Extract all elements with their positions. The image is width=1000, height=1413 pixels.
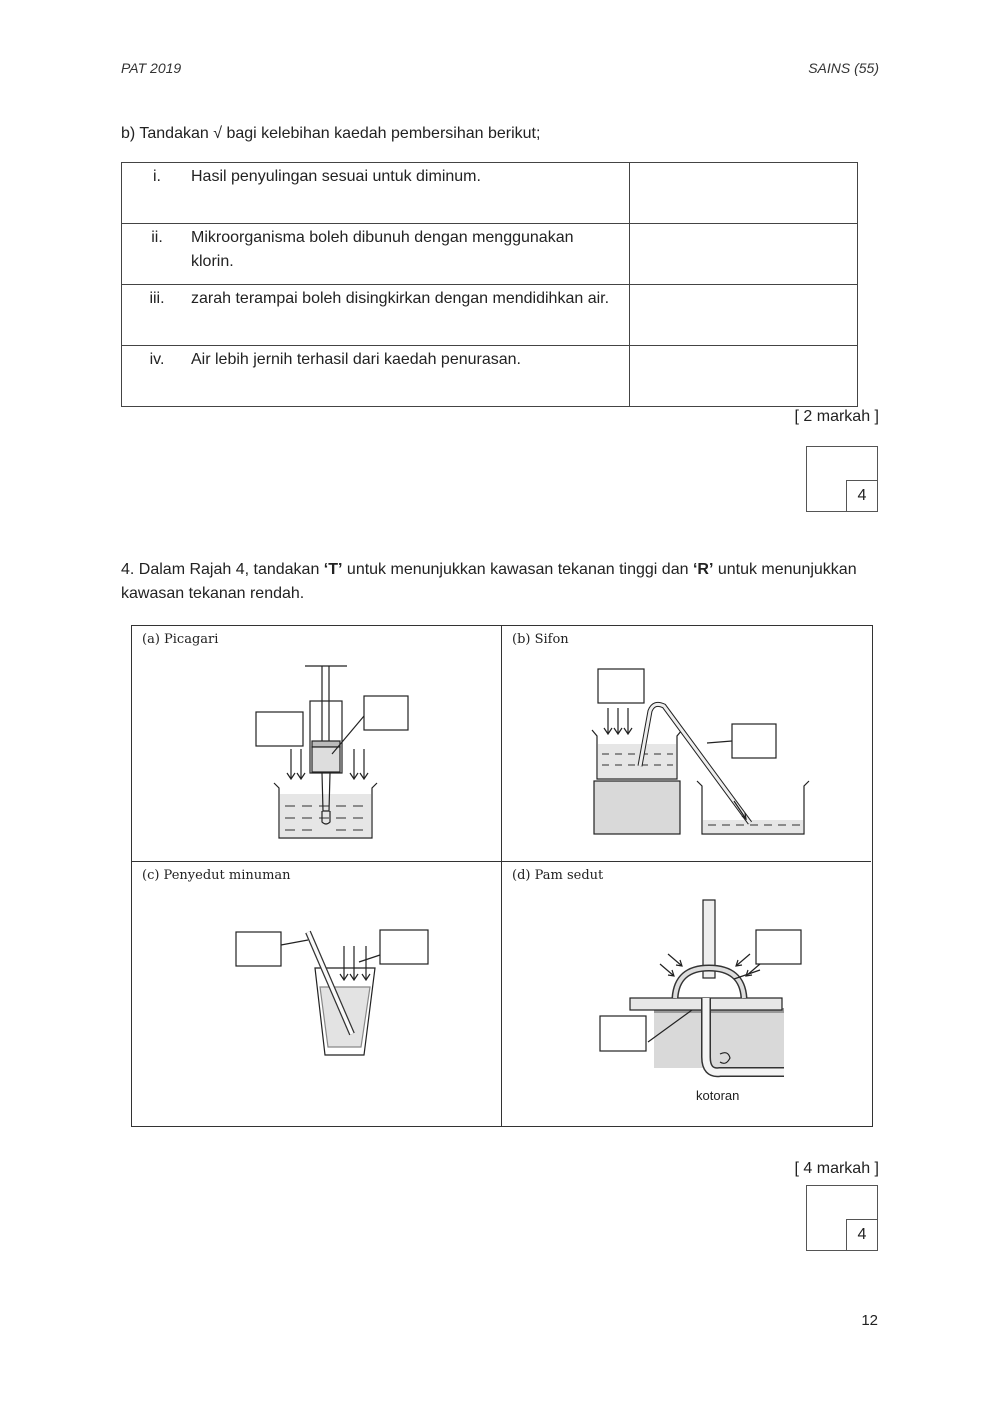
marks-label: [ 2 markah ] bbox=[794, 408, 879, 425]
page-number: 12 bbox=[861, 1312, 878, 1329]
advantages-table bbox=[121, 162, 858, 407]
figure-caption: (b) Sifon bbox=[512, 632, 569, 647]
figure-caption: (a) Picagari bbox=[142, 632, 219, 647]
pressure-answer-box-right[interactable] bbox=[380, 930, 428, 964]
tick-answer-cell[interactable] bbox=[630, 163, 858, 224]
figure-label: kotoran bbox=[696, 1088, 740, 1103]
pressure-answer-box-right[interactable] bbox=[732, 724, 776, 758]
row-number: iv. bbox=[149, 351, 165, 368]
question-b-prompt: b) Tandakan √ bagi kelebihan kaedah pembersihan berikut; bbox=[121, 125, 541, 142]
low-pressure-symbol: ‘R’ bbox=[692, 561, 714, 578]
pressure-answer-box-left[interactable] bbox=[600, 1016, 646, 1051]
row-number: ii. bbox=[151, 229, 163, 246]
figure-caption: (c) Penyedut minuman bbox=[142, 868, 291, 883]
high-pressure-symbol: ‘T’ bbox=[323, 561, 343, 578]
pressure-answer-box-left[interactable] bbox=[256, 712, 303, 746]
row-statement: Hasil penyulingan sesuai untuk diminum. bbox=[191, 168, 481, 185]
question-number: 4. bbox=[121, 561, 135, 578]
figure-d-suction-pump bbox=[502, 862, 871, 1126]
figure-b-siphon bbox=[502, 626, 871, 862]
tick-answer-cell[interactable] bbox=[630, 346, 858, 407]
row-number: iii. bbox=[149, 290, 165, 307]
score-total: 4 bbox=[846, 480, 877, 511]
table-row bbox=[122, 163, 858, 224]
header-exam-title: PAT 2019 bbox=[121, 60, 182, 76]
header-subject: SAINS (55) bbox=[808, 60, 879, 76]
prompt-text: Dalam Rajah 4, tandakan bbox=[138, 561, 324, 578]
prompt-text: untuk menunjukkan kawasan tekanan rendah. bbox=[121, 561, 857, 602]
figure-caption: (d) Pam sedut bbox=[512, 868, 604, 883]
score-box bbox=[806, 446, 878, 512]
prompt-text: untuk menunjukkan kawasan tekanan tinggi dan bbox=[342, 561, 693, 578]
score-total: 4 bbox=[846, 1219, 877, 1250]
pressure-answer-box-top[interactable] bbox=[598, 669, 644, 703]
marks-label: [ 4 markah ] bbox=[794, 1160, 879, 1177]
table-row bbox=[122, 285, 858, 346]
score-box bbox=[806, 1185, 878, 1251]
tick-answer-cell[interactable] bbox=[630, 224, 858, 285]
row-statement: Mikroorganisma boleh dibunuh dengan menggunakan klorin. bbox=[191, 229, 574, 270]
pressure-answer-box-right[interactable] bbox=[364, 696, 408, 730]
pressure-answer-box-left[interactable] bbox=[236, 932, 281, 966]
row-statement: zarah terampai boleh disingkirkan dengan mendidihkan air. bbox=[191, 290, 610, 307]
table-row bbox=[122, 224, 858, 285]
table-row bbox=[122, 346, 858, 407]
figure-4 bbox=[131, 625, 873, 1127]
figure-c-drinking-straw bbox=[132, 862, 502, 1126]
pressure-answer-box-right[interactable] bbox=[756, 930, 801, 964]
row-statement: Air lebih jernih terhasil dari kaedah penurasan. bbox=[191, 351, 521, 368]
row-number: i. bbox=[153, 168, 161, 185]
figure-a-syringe bbox=[132, 626, 502, 862]
question-4-prompt bbox=[121, 558, 881, 606]
tick-answer-cell[interactable] bbox=[630, 285, 858, 346]
